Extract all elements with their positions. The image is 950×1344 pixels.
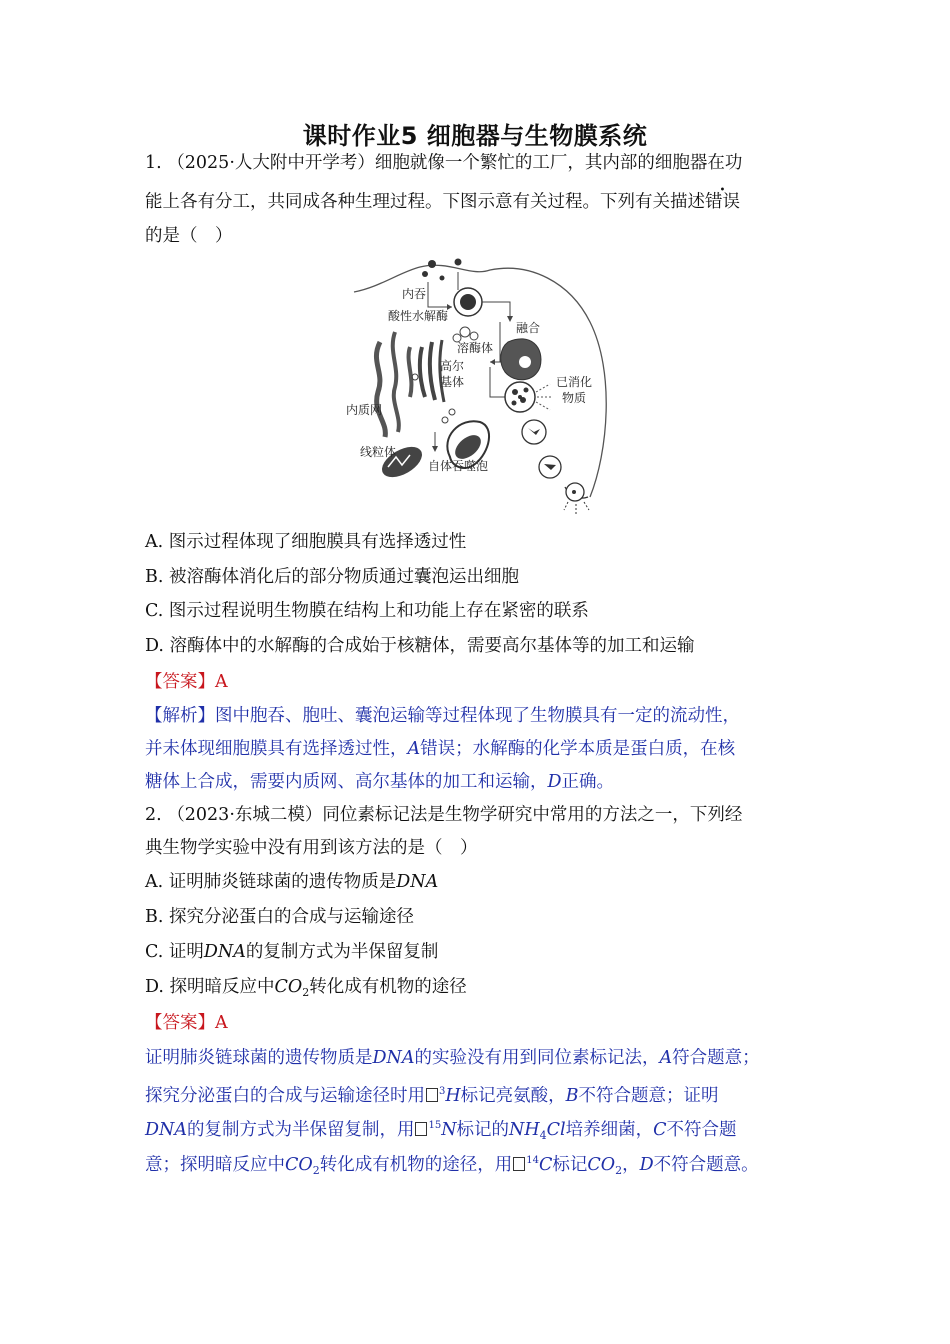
cell-process-figure [340,252,620,518]
q1-stem-line3: 的是（ ） [145,226,233,246]
label-golgi-1: 高尔 [440,359,465,373]
box-icon [415,1122,427,1136]
label-acid-hydrolase: 酸性水解酶 [388,309,449,323]
q1-number: 1. [145,153,162,173]
q1-analysis-line1: 【解析】图中胞吞、胞吐、囊泡运输等过程体现了生物膜具有一定的流动性， [145,706,740,726]
label-mitochondrion: 线粒体 [360,445,397,459]
box-icon [513,1157,525,1171]
q1-analysis-line2: 并未体现细胞膜具有选择透过性，A错误；水解酶的化学本质是蛋白质，在核 [145,739,736,759]
label-digested-1: 已消化 [556,375,593,389]
q2-answer: 【答案】A [145,1013,228,1033]
q2-stem-line1: 2. （2023·东城二模）同位素标记法是生物学研究中常用的方法之一，下列经 [145,805,743,825]
q2-explanation-line3: DNA的复制方式为半保留复制，用 $^{15}$N标记的$NH_4Cl$培养细菌，C不符合题 [145,1120,737,1142]
q1-stem-line1: 1. （2025·人大附中开学考）细胞就像一个繁忙的工厂，其内部的细胞器在功 [145,153,743,173]
q1-option-d: D. 溶酶体中的水解酶的合成始于核糖体，需要高尔基体等的加工和运输 [145,636,695,656]
q2-explanation-line2: 探究分泌蛋白的合成与运输途径时用 $^3$H标记亮氨酸，B不符合题意；证明 [145,1086,719,1106]
q1-option-b: B. 被溶酶体消化后的部分物质通过囊泡运出细胞 [145,567,519,587]
label-er: 内质网 [346,403,383,417]
label-autophagosome: 自体吞噬泡 [428,459,489,473]
label-lysosome: 溶酶体 [457,341,494,355]
q1-answer: 【答案】A [145,672,228,692]
q1-emphasis: 错误 [705,192,740,212]
q2-explanation-line1: 证明肺炎链球菌的遗传物质是DNA的实验没有用到同位素标记法，A符合题意； [145,1048,760,1068]
q2-option-c: C. 证明DNA的复制方式为半保留复制 [145,942,439,962]
label-endocytosis: 内吞 [402,287,427,301]
q1-option-c: C. 图示过程说明生物膜在结构上和功能上存在紧密的联系 [145,601,589,621]
q1-option-a: A. 图示过程体现了细胞膜具有选择透过性 [145,532,467,552]
q2-option-a: A. 证明肺炎链球菌的遗传物质是DNA [145,872,439,892]
q2-option-b: B. 探究分泌蛋白的合成与运输途径 [145,907,414,927]
q1-stem-line2: 能上各有分工，共同成各种生理过程。下图示意有关过程。下列有关描述错误 [145,192,740,212]
label-digested-2: 物质 [562,391,587,405]
q2-explanation-line4: 意；探明暗反应中$CO_2$转化成有机物的途径，用 $^{14}$C标记$CO_2$，D不符合题意。 [145,1155,759,1177]
q2-number: 2. [145,805,162,825]
label-fusion: 融合 [516,321,541,335]
q1-analysis-line3: 糖体上合成，需要内质网、高尔基体的加工和运输，D正确。 [145,772,615,792]
label-golgi-2: 基体 [440,375,465,389]
page-title: 课时作业5 细胞器与生物膜系统 [302,122,648,150]
q2-option-d: D. 探明暗反应中$CO_2$转化成有机物的途径 [145,977,467,999]
q1-source: （2025·人大附中开学考） [167,153,375,173]
q2-source: （2023·东城二模） [167,805,323,825]
box-icon [426,1088,438,1102]
q2-stem-line2: 典生物学实验中没有用到该方法的是（ ） [145,838,478,858]
